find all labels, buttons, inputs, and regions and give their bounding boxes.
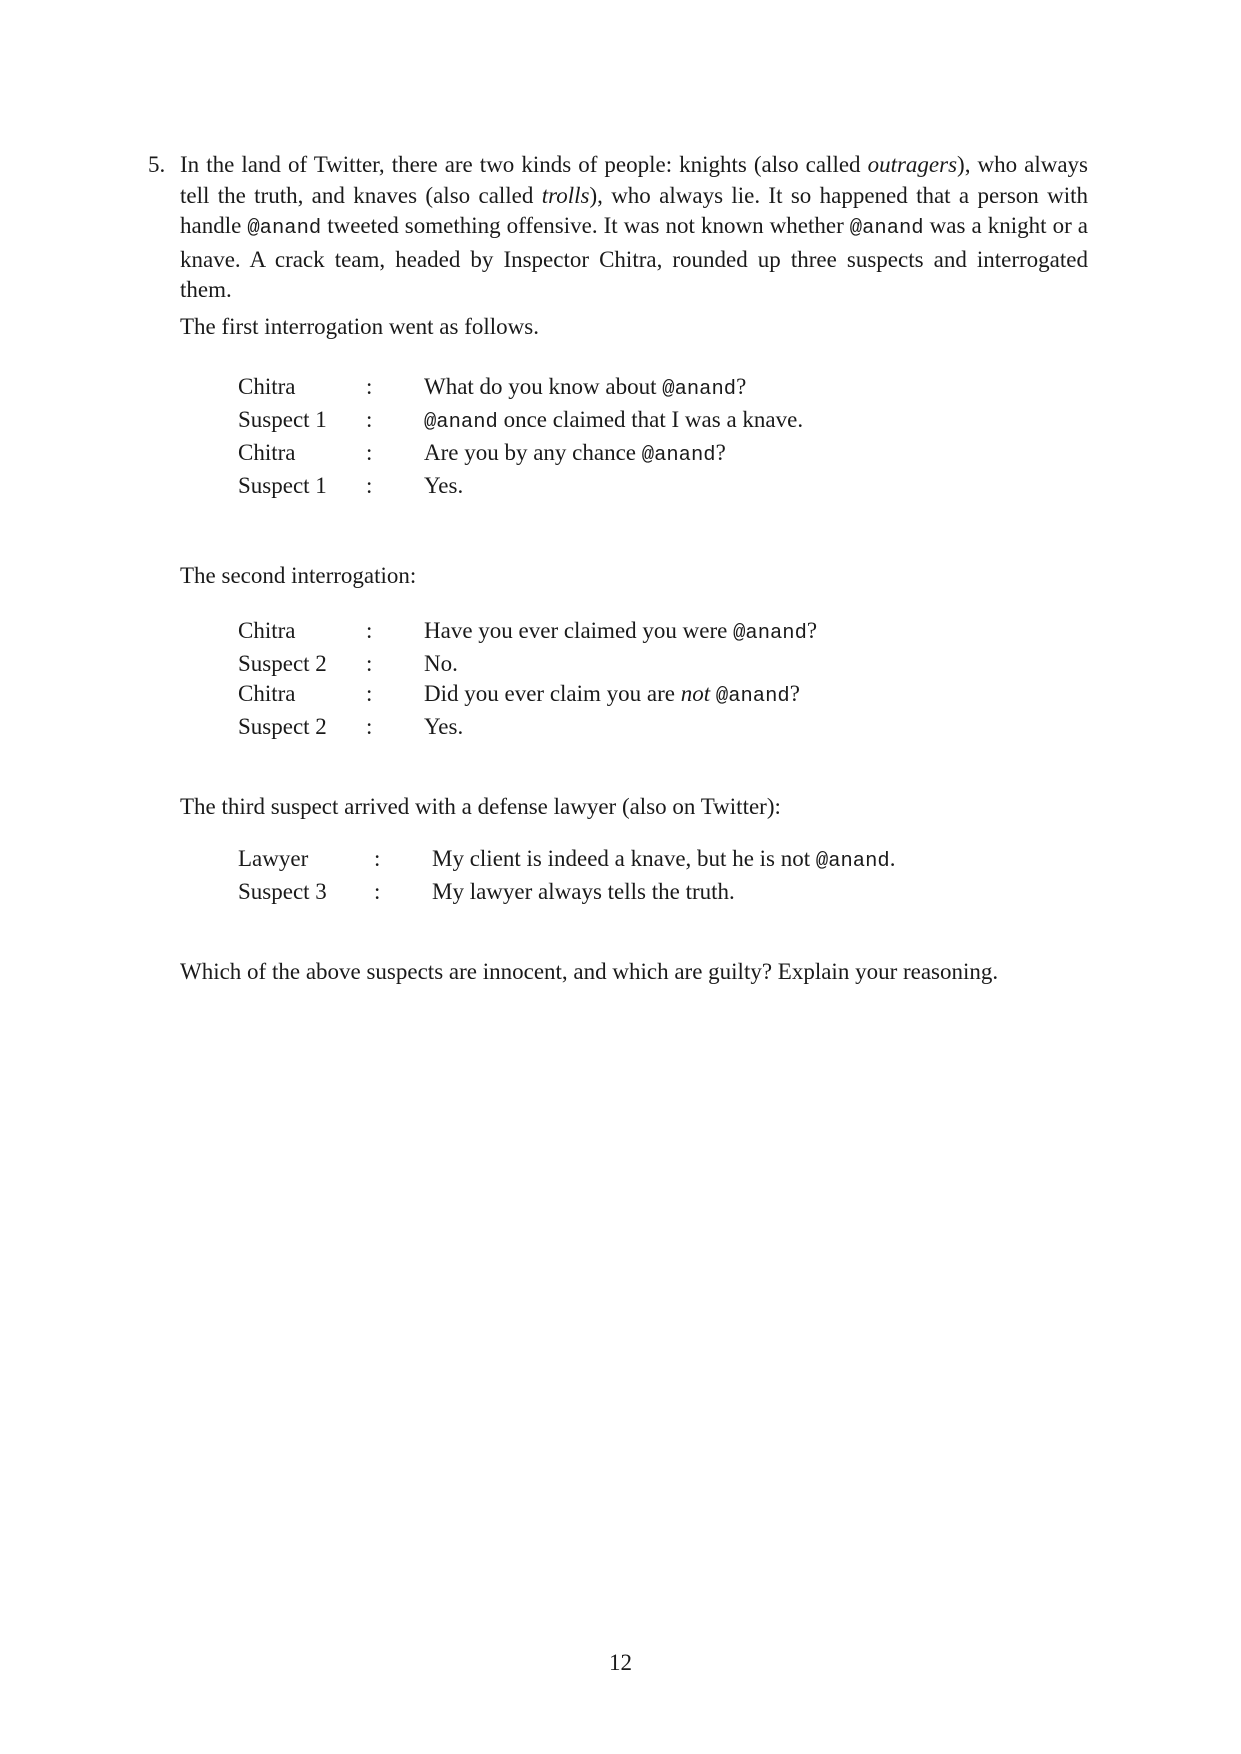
problem-body (180, 150, 1088, 988)
utterance (432, 844, 895, 877)
dialogue-line (238, 438, 803, 471)
utterance-emphasis: not (680, 680, 711, 706)
second-interrogation-intro: The second interrogation: (180, 563, 417, 588)
speaker: Suspect 1 (238, 473, 327, 498)
utterance: Yes. (424, 473, 464, 498)
utterance (424, 616, 817, 649)
dialogue-line (238, 712, 817, 742)
question-paragraph: Which of the above suspects are innocent, and which are guilty? Explain your reasoning. (180, 959, 999, 984)
handle-anand: @anand (662, 378, 737, 401)
problem-intro-paragraph (180, 150, 1088, 306)
utterance-text: . (889, 846, 896, 871)
speaker: Suspect 2 (238, 650, 327, 676)
separator-colon: : (366, 407, 373, 432)
separator-colon: : (366, 680, 373, 706)
utterance: My lawyer always tells the truth. (432, 879, 735, 904)
handle-anand: @anand (247, 217, 322, 240)
separator-colon: : (366, 374, 373, 399)
dialogue-line (238, 405, 803, 438)
separator-colon: : (366, 440, 373, 465)
speaker: Chitra (238, 617, 296, 643)
handle-anand: @anand (849, 217, 924, 240)
speaker: Chitra (238, 440, 296, 465)
intro-text-3: ), who always lie. It so happened that a person with handle (180, 182, 1088, 238)
first-interrogation-intro: The first interrogation went as follows. (180, 313, 539, 339)
separator-colon: : (366, 473, 373, 498)
first-interrogation-dialogue (238, 372, 803, 501)
utterance: No. (424, 650, 458, 676)
utterance-text: once claimed that I was a knave. (497, 407, 804, 432)
utterance-text: What do you know about (424, 374, 663, 399)
third-interrogation-intro: The third suspect arrived with a defense lawyer (also on Twitter): (180, 793, 781, 819)
intro-text-1: In the land of Twitter, there are two kinds of people: knights (also called (180, 152, 868, 177)
intro-text-2: ), who always tell the truth, and knaves (also called (180, 152, 1089, 208)
separator-colon: : (366, 617, 373, 643)
intro-term-outragers: outragers (867, 152, 958, 177)
second-interrogation-dialogue (238, 616, 817, 742)
utterance: Yes. (424, 713, 464, 739)
utterance (424, 405, 803, 438)
utterance-text: ? (736, 374, 747, 399)
separator-colon: : (366, 650, 373, 676)
utterance (424, 372, 803, 405)
utterance-text: Are you by any chance (424, 440, 642, 465)
page-number: 12 (609, 1650, 632, 1675)
utterance-text: My client is indeed a knave, but he is not (432, 846, 816, 871)
dialogue-line (238, 844, 895, 877)
speaker: Suspect 1 (238, 407, 327, 432)
dialogue-line (238, 372, 803, 405)
handle-anand: @anand (715, 684, 790, 708)
utterance-text: ? (715, 440, 726, 465)
handle-anand: @anand (733, 621, 807, 645)
speaker: Chitra (238, 374, 296, 399)
separator-colon: : (366, 713, 373, 739)
utterance (424, 679, 817, 712)
speaker: Suspect 3 (238, 879, 327, 904)
separator-colon: : (374, 879, 381, 904)
handle-anand: @anand (641, 444, 716, 467)
utterance-text: Did you ever claim you are (424, 680, 681, 706)
speaker: Lawyer (238, 846, 309, 871)
problem-number: 5. (148, 152, 166, 177)
dialogue-line (238, 471, 803, 501)
utterance-text: ? (806, 617, 818, 643)
handle-anand: @anand (815, 850, 890, 873)
intro-term-trolls: trolls (541, 182, 590, 208)
handle-anand: @anand (424, 411, 498, 434)
third-interrogation-dialogue (238, 844, 895, 907)
problem-5 (148, 150, 1088, 988)
utterance (424, 438, 803, 471)
dialogue-line (238, 616, 817, 649)
intro-text-4: tweeted something offensive. It was not known whether (321, 213, 850, 238)
dialogue-line (238, 679, 817, 712)
speaker: Suspect 2 (238, 713, 327, 739)
intro-text-5: was a knight or a knave. A crack team, headed by Inspector Chitra, rounded up three suspects and interrogated them. (180, 213, 1088, 302)
utterance-text: Have you ever claimed you were (424, 617, 734, 643)
dialogue-line (238, 877, 895, 907)
separator-colon: : (374, 846, 381, 871)
utterance-text: ? (789, 680, 800, 706)
speaker: Chitra (238, 680, 296, 706)
dialogue-line (238, 649, 817, 679)
